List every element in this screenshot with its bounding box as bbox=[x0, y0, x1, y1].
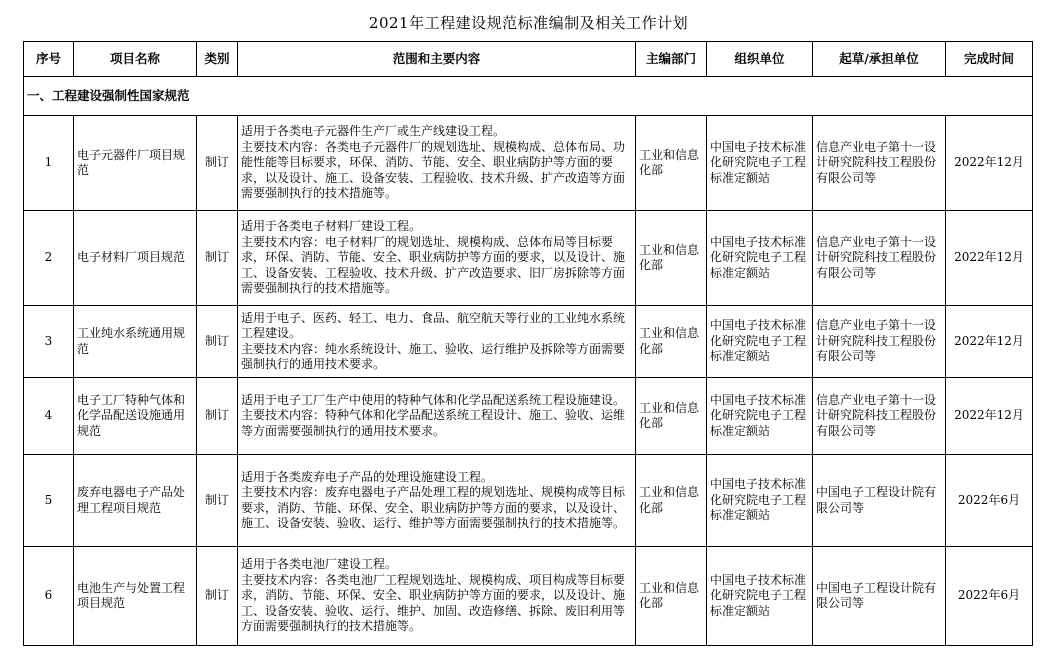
cell-drafter: 信息产业电子第十一设计研究院科技工程股份有限公司等 bbox=[813, 211, 946, 306]
cell-scope bbox=[238, 116, 636, 211]
cell-name: 废弃电器电子产品处理工程项目规范 bbox=[74, 455, 197, 547]
header-type: 类别 bbox=[197, 42, 238, 77]
cell-dept: 工业和信息化部 bbox=[636, 378, 707, 455]
cell-org: 中国电子技术标准化研究院电子工程标准定额站 bbox=[707, 116, 813, 211]
cell-org: 中国电子技术标准化研究院电子工程标准定额站 bbox=[707, 306, 813, 378]
section-row bbox=[24, 77, 1033, 116]
cell-dept: 工业和信息化部 bbox=[636, 455, 707, 547]
cell-drafter: 信息产业电子第十一设计研究院科技工程股份有限公司等 bbox=[813, 306, 946, 378]
scope-content: 主要技术内容：特种气体和化学品配送系统工程设计、施工、验收、运维等方面需要强制执行的通用技术要求。 bbox=[241, 408, 626, 438]
cell-dept: 工业和信息化部 bbox=[636, 306, 707, 378]
cell-type: 制订 bbox=[197, 116, 238, 211]
cell-org: 中国电子技术标准化研究院电子工程标准定额站 bbox=[707, 455, 813, 547]
cell-deadline: 2022年12月 bbox=[946, 211, 1033, 306]
cell-no: 1 bbox=[24, 116, 74, 211]
table-row bbox=[24, 547, 1033, 646]
scope-applicability: 适用于各类电子元器件生产厂或生产线建设工程。 bbox=[241, 124, 506, 139]
cell-org: 中国电子技术标准化研究院电子工程标准定额站 bbox=[707, 378, 813, 455]
header-deadline: 完成时间 bbox=[946, 42, 1033, 77]
header-no: 序号 bbox=[24, 42, 74, 77]
section-title: 一、工程建设强制性国家规范 bbox=[24, 77, 1033, 116]
cell-deadline: 2022年12月 bbox=[946, 378, 1033, 455]
cell-type: 制订 bbox=[197, 547, 238, 646]
scope-applicability: 适用于电子工厂生产中使用的特种气体和化学品配送系统工程设施建设。 bbox=[241, 392, 626, 407]
cell-deadline: 2022年6月 bbox=[946, 547, 1033, 646]
scope-applicability: 适用于各类废弃电子产品的处理设施建设工程。 bbox=[241, 469, 494, 484]
cell-name: 电子工厂特种气体和化学品配送设施通用规范 bbox=[74, 378, 197, 455]
header-scope: 范围和主要内容 bbox=[238, 42, 636, 77]
scope-applicability: 适用于各类电子材料厂建设工程。 bbox=[241, 219, 422, 234]
cell-name: 工业纯水系统通用规范 bbox=[74, 306, 197, 378]
cell-org: 中国电子技术标准化研究院电子工程标准定额站 bbox=[707, 547, 813, 646]
cell-no: 6 bbox=[24, 547, 74, 646]
scope-content: 主要技术内容：各类电子元器件厂的规划选址、规模构成、总体布局、功能性能等目标要求，环保、消防、节能、安全、职业病防护等方面的要求，以及设计、施工、设备安装、工程验收、技术升级、扩产改造等方面需要强制执行的技术措施等。 bbox=[241, 139, 626, 201]
cell-name: 电池生产与处置工程项目规范 bbox=[74, 547, 197, 646]
cell-dept: 工业和信息化部 bbox=[636, 547, 707, 646]
scope-applicability: 适用于电子、医药、轻工、电力、食品、航空航天等行业的工业纯水系统工程建设。 bbox=[241, 310, 626, 340]
cell-drafter: 信息产业电子第十一设计研究院科技工程股份有限公司等 bbox=[813, 116, 946, 211]
scope-content: 主要技术内容：各类电池厂工程规划选址、规模构成、项目构成等目标要求，消防、节能、环保、安全、职业病防护等方面的要求，以及设计、施工、设备安装、验收、运行、维护、加固、改造修缮、拆除、废旧利用等方面需要强制执行的技术措施等。 bbox=[241, 572, 626, 634]
cell-org: 中国电子技术标准化研究院电子工程标准定额站 bbox=[707, 211, 813, 306]
cell-drafter: 中国电子工程设计院有限公司等 bbox=[813, 455, 946, 547]
cell-scope bbox=[238, 306, 636, 378]
cell-deadline: 2022年12月 bbox=[946, 116, 1033, 211]
cell-type: 制订 bbox=[197, 306, 238, 378]
scope-content: 主要技术内容：废弃电器电子产品处理工程的规划选址、规模构成等目标要求，消防、节能、环保、安全、职业病防护等方面的要求，以及设计、施工、设备安装、验收、运行、维护等方面需要强制执行的技术措施等。 bbox=[241, 485, 626, 530]
header-dept: 主编部门 bbox=[636, 42, 707, 77]
cell-no: 2 bbox=[24, 211, 74, 306]
table-row bbox=[24, 211, 1033, 306]
cell-drafter: 中国电子工程设计院有限公司等 bbox=[813, 547, 946, 646]
cell-scope bbox=[238, 378, 636, 455]
cell-type: 制订 bbox=[197, 455, 238, 547]
cell-no: 5 bbox=[24, 455, 74, 547]
cell-dept: 工业和信息化部 bbox=[636, 116, 707, 211]
cell-dept: 工业和信息化部 bbox=[636, 211, 707, 306]
cell-scope bbox=[238, 455, 636, 547]
header-row bbox=[24, 42, 1033, 77]
header-org: 组织单位 bbox=[707, 42, 813, 77]
document-title: 2021年工程建设规范标准编制及相关工作计划 bbox=[368, 14, 689, 32]
scope-content: 主要技术内容：纯水系统设计、施工、验收、运行维护及拆除等方面需要强制执行的通用技术要求。 bbox=[241, 341, 626, 371]
cell-type: 制订 bbox=[197, 211, 238, 306]
table-row bbox=[24, 306, 1033, 378]
header-drafter: 起草/承担单位 bbox=[813, 42, 946, 77]
cell-scope bbox=[238, 211, 636, 306]
table-row bbox=[24, 378, 1033, 455]
header-name: 项目名称 bbox=[74, 42, 197, 77]
cell-deadline: 2022年12月 bbox=[946, 306, 1033, 378]
cell-scope bbox=[238, 547, 636, 646]
cell-no: 4 bbox=[24, 378, 74, 455]
cell-no: 3 bbox=[24, 306, 74, 378]
table-row bbox=[24, 455, 1033, 547]
cell-deadline: 2022年6月 bbox=[946, 455, 1033, 547]
cell-drafter: 信息产业电子第十一设计研究院科技工程股份有限公司等 bbox=[813, 378, 946, 455]
scope-applicability: 适用于各类电池厂建设工程。 bbox=[241, 557, 398, 572]
cell-name: 电子材料厂项目规范 bbox=[74, 211, 197, 306]
table-row bbox=[24, 116, 1033, 211]
cell-type: 制订 bbox=[197, 378, 238, 455]
plan-table bbox=[23, 41, 1033, 646]
cell-name: 电子元器件厂项目规范 bbox=[74, 116, 197, 211]
scope-content: 主要技术内容：电子材料厂的规划选址、规模构成、总体布局等目标要求，环保、消防、节能、安全、职业病防护等方面的要求，以及设计、施工、设备安装、工程验收、技术升级、扩产改造要求、旧厂房拆除等方面需要强制执行的技术措施等。 bbox=[241, 234, 626, 296]
